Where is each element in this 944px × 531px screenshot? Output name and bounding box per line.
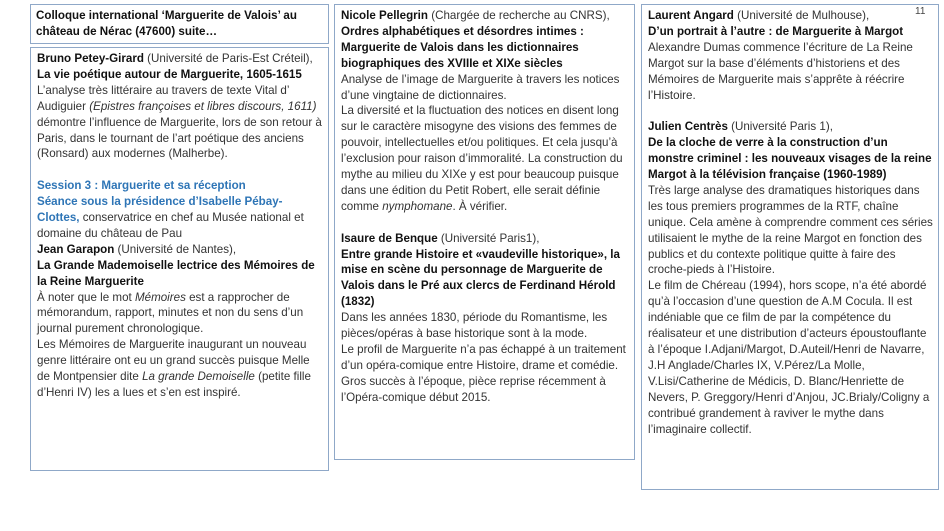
talk-title: Ordres alphabétiques et désordres intimes : Marguerite de Valois dans les dictionnaires biographiques des XVIIIe et XIXe siècles — [341, 24, 584, 70]
summary-text: démontre l’influence de Marguerite, lors de son retour à Paris, dans le tournant de l’art poétique des anciens (Ronsard) aux modernes (Malherbe). — [37, 115, 322, 161]
talk-summary — [341, 103, 629, 214]
talk-title: La vie poétique autour de Marguerite, 1605-1615 — [37, 67, 302, 81]
summary-text: est a rapprocher de mémorandum, rapport, minutes et non du sens d’un journal purement chronologique. — [37, 290, 304, 336]
session-heading: Session 3 : Marguerite et sa réception — [37, 179, 246, 193]
summary-text: (petite fille d’Henri IV) les a lues et s’en est inspiré. — [37, 370, 311, 400]
speaker-name: Jean Garapon — [37, 242, 115, 256]
summary-text: La diversité et la fluctuation des notices en disent long sur le caractère misogyne des visions des femmes de pouvoir, intellectuelles et/ou politiques. Et cela jusqu’à l’exclusion pour raison d’immoralité. La construction du mythe au milieu du XIXe y est pour beaucoup puisque dans une édition du Petit Robert, elle serait définie comme — [341, 104, 623, 213]
speaker-name: Isaure de Benque — [341, 231, 438, 245]
speaker-name: Nicole Pellegrin — [341, 9, 428, 22]
column-3 — [641, 4, 939, 490]
talk-summary: Alexandre Dumas commence l’écriture de La Reine Margot sur la base d’éléments d’historiens et des Mémoires de Marguerite mais s’apprête à réécrire l’Histoire. — [648, 40, 913, 102]
speaker-petey-girard — [37, 51, 323, 67]
talk-summary: Le profil de Marguerite n’a pas échappé à un traitement d’un opéra-comique entre Histoire, drame et comédie. Gros succès à l’époque, pièce reprise récemment à l’Opéra-comique début 2015. — [341, 343, 626, 404]
summary-text: Les Mémoires de Marguerite inaugurant un nouveau genre littéraire ont eu un grand succès puisque Melle de Montpensier dite — [37, 338, 310, 384]
speaker-affiliation: (Université Paris 1), — [727, 120, 833, 134]
talk-title: D’un portrait à l’autre : de Marguerite à Margot — [648, 24, 904, 38]
talk-summary: Le film de Chéreau (1994), hors scope, n’a été abordé qu’à l’occasion d’une question de A.M Cocula. Il est indéniable que ce film de par la compétence du réalisateur et une distribution d’acteurs époustouflante à l’époque I.Adjani/Margot, D.Auteil/Henri de Navarre, J.H Anglade/Charles IX, V.Pérez/La Molle, V.Lisi/Catherine de Médicis, D. Blanc/Henriette de Nevers, P. Greggory/Henri d’Anjou, JC.Brialy/Coligny a contribué grandement à raviver le mythe dans l’imaginaire collectif. — [648, 279, 930, 436]
summary-italic: Mémoires — [134, 290, 186, 304]
talk-title: De la cloche de verre à la construction d’un monstre criminel : les nouveaux visages de la reine Margot à la télévision française (1960-1989) — [648, 136, 932, 182]
speaker-centres — [648, 119, 933, 135]
talk-summary — [37, 337, 323, 401]
talk-summary: Analyse de l’image de Marguerite à travers les notices d’une vingtaine de dictionnaires. — [341, 72, 620, 102]
header-box — [30, 4, 329, 44]
column-1 — [30, 47, 329, 471]
speaker-name: Julien Centrès — [648, 120, 728, 134]
talk-summary — [37, 83, 323, 163]
speaker-affiliation: (Université de Mulhouse), — [733, 9, 870, 22]
speaker-affiliation: (Université Paris1), — [437, 231, 540, 245]
summary-text: L’analyse très littéraire au travers de texte Vital d’ Audiguier — [37, 83, 289, 113]
chair-label: Séance sous la présidence d’Isabelle Pébay-Clottes, — [37, 195, 283, 225]
talk-summary — [37, 290, 323, 338]
header-line-2: château de Nérac (47600) suite… — [36, 25, 218, 38]
speaker-angard — [648, 8, 933, 24]
speaker-affiliation: (Université de Paris-Est Créteil), — [143, 52, 313, 65]
speaker-de-benque — [341, 231, 629, 247]
talk-title: La Grande Mademoiselle lectrice des Mémoires de la Reine Marguerite — [37, 258, 315, 288]
speaker-affiliation: (Chargée de recherche au CNRS), — [427, 9, 610, 22]
page-number: 11 — [915, 6, 926, 17]
summary-text: À noter que le mot — [37, 290, 135, 304]
summary-italic: nymphomane — [382, 199, 453, 213]
speaker-name: Bruno Petey-Girard — [37, 52, 144, 65]
session-chair — [37, 194, 323, 242]
summary-text: . À vérifier. — [452, 199, 508, 213]
summary-italic: (Epistres françoises et libres discours, 1611) — [89, 99, 317, 113]
talk-summary: Très large analyse des dramatiques historiques dans les tous premiers programmes de la RTF, chaîne unique. Cela amène à comprendre comment ces séries utilisaient le mythe de la reine Margot en fonction des publics et du contexte politique quitte à faire des croche-pieds à l’Histoire. — [648, 183, 933, 277]
talk-summary: Dans les années 1830, période du Romantisme, les pièces/opéras à base historique sont à la mode. — [341, 311, 608, 341]
talk-title: Entre grande Histoire et «vaudeville historique», la mise en scène du personnage de Marguerite de Valois dans le Pré aux clercs de Ferdinand Hérold (1832) — [341, 247, 620, 309]
speaker-name: Laurent Angard — [648, 9, 734, 22]
header-line-1: Colloque international ‘Marguerite de Valois’ au — [36, 9, 297, 22]
summary-italic: La grande Demoiselle — [142, 370, 255, 384]
speaker-pellegrin — [341, 8, 629, 24]
speaker-affiliation: (Université de Nantes), — [114, 242, 237, 256]
column-2 — [334, 4, 635, 460]
chair-text: conservatrice en chef au Musée national et domaine du château de Pau — [37, 211, 304, 240]
speaker-garapon — [37, 242, 323, 258]
